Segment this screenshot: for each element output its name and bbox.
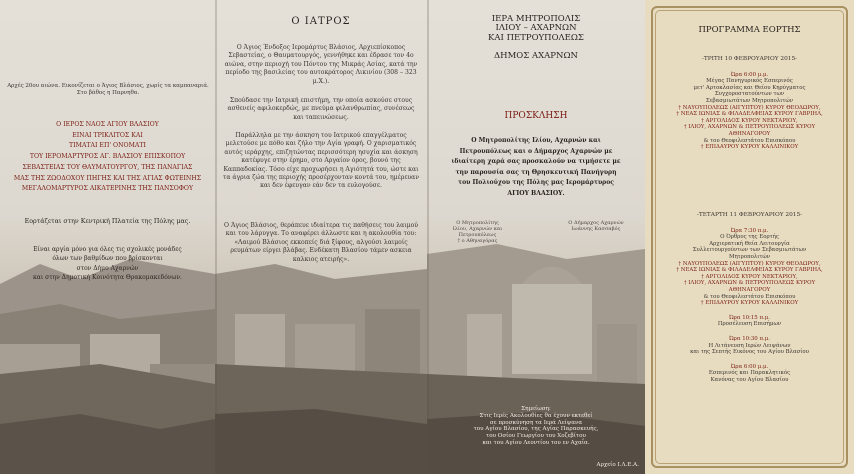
event-line: και της Σεπτής Εικόνος του Αγίου Βλασίου bbox=[690, 349, 809, 356]
section-title: Ο ΙΑΤΡΟΣ bbox=[291, 16, 351, 27]
bishop-line: † ΝΑΥΟΥΠΟΛΕΩΣ (ΑΙΓΥΠΤΟΥ) ΚΥΡΟΥ ΘΕΟΔΩΡΟΥ, bbox=[678, 260, 821, 267]
holiday-line: και στην Δημοτική Κοινότητα Θρακομακεδόνων. bbox=[33, 274, 182, 282]
header-line: ΙΛΙΟΥ – ΑΧΑΡΝΩΝ bbox=[495, 23, 577, 34]
invitation-line: Ο Μητροπολίτης Ιλίου, Αχαρνών και bbox=[471, 137, 601, 144]
church-line: ΜΕΓΑΛΟΜΑΡΤΥΡΟΣ ΑΙΚΑΤΕΡΙΝΗΣ ΤΗΣ ΠΑΝΣΟΦΟΥ bbox=[21, 185, 194, 193]
paragraph: Παράλληλα με την άσκηση του Ιατρικού επαγγέλματος μελετούσε με πόθο και ζήλο την Αγία γραφή. Ο χαρισματικός αυτός ιεράρχης, επιζητώντας περισσότερη ησυχία και άσκηση κατέφυγε στην έρημο, στο Αργαίον όρος, βουνό της Καππαδοκίας. Τόσο είχε προχωρήσει η Αγιότητά του, ώστε και τα άγρια ζώα της περιοχής προσέρχονταν κοντά του, ημέρευαν και δεν έφευγαν εάν δεν τα ευλογούσε. bbox=[223, 132, 419, 190]
program-day-2 bbox=[657, 212, 842, 383]
bishop-line: † ΝΕΑΣ ΙΩΝΙΑΣ & ΦΙΛΑΔΕΛΦΕΙΑΣ ΚΥΡΟΥ ΓΑΒΡΙΗΛ, bbox=[676, 111, 823, 118]
note-line: και του Αγίου Λεοντίου του εν Αχαΐα. bbox=[482, 439, 590, 446]
note-line: Στις Ιερές Ακολουθίες θα έχουν εκτεθεί bbox=[479, 412, 593, 419]
archive-credit: Αρχείο Ι.Λ.Ε.Α. bbox=[596, 462, 639, 468]
note-box bbox=[427, 406, 645, 447]
note-line: σε προσκύνηση τα Ιερά Λείψανα bbox=[489, 419, 583, 426]
invitation-line: Πετρουπόλεως και ο Δήμαρχος Αχαρνών με bbox=[459, 147, 613, 155]
church-line: Ο ΙΕΡΟΣ ΝΑΟΣ ΑΓΙΟΥ ΒΛΑΣΙΟΥ bbox=[56, 121, 159, 128]
church-line: ΤΟΥ ΙΕΡΟΜΑΡΤΥΡΟΣ ΑΓ. ΒΛΑΣΙΟΥ ΕΠΙΣΚΟΠΟΥ bbox=[29, 153, 186, 161]
holiday-line: όλων των βαθμίδων που βρίσκονται bbox=[52, 255, 163, 263]
signature-line: Ιωάννης Κασσαβός bbox=[571, 226, 621, 232]
photo-caption: Αρχές 20ου αιώνα. Εικονίζεται ο Άγιος Βλάσιος, χωρίς τα καμπαναριά. Στο βάθος η Παρνηθα. bbox=[7, 83, 209, 96]
bishop-line: † ΙΛΙΟΥ, ΑΧΑΡΝΩΝ & ΠΕΤΡΟΥΠΟΛΕΩΣ ΚΥΡΟΥ bbox=[683, 124, 816, 131]
event-line: & του Θεοφιλεστάτου Επισκόπου bbox=[703, 137, 796, 144]
metropolis-header bbox=[427, 15, 645, 43]
event-line: Μέγας Πανηγυρικός Εσπερινός bbox=[706, 78, 793, 85]
signature-line: Ο Μητροπολίτης bbox=[456, 220, 499, 226]
invitation-line: ιδιαίτερη χαρά σας προσκαλούν να τιμήσετε με bbox=[451, 158, 621, 166]
panel-program bbox=[645, 0, 854, 474]
signature-line: † ο Αθηναγόρας bbox=[457, 238, 498, 244]
day-heading: -ΤΕΤΑΡΤΗ 11 ΦΕΒΡΟΥΑΡΙΟΥ 2015- bbox=[696, 212, 803, 218]
invitation-line: του Πολιούχου της Πόλης μας Ιερομάρτυρος bbox=[458, 179, 614, 187]
municipality-name: ΔΗΜΟΣ ΑΧΑΡΝΩΝ bbox=[494, 51, 578, 61]
time-label: Ώρα 6:00 μ.μ. bbox=[730, 363, 769, 370]
celebration-text: Εορτάζεται στην Κεντρική Πλατεία της Πόλης μας. bbox=[24, 218, 191, 225]
time-label: Ώρα 10:30 π.μ. bbox=[729, 335, 770, 342]
program-title: ΠΡΟΓΡΑΜΜΑ ΕΟΡΤΗΣ bbox=[698, 25, 801, 35]
signature-line: Ιλίου, Αχαρνών και Πετρουπόλεως bbox=[452, 226, 503, 238]
holiday-line: στον Δήμο Αχαρνών bbox=[76, 264, 139, 272]
bishop-line: ΑΘΗΝΑΓΟΡΟΥ bbox=[728, 286, 771, 293]
event-line: & του Θεοφιλεστάτου Επισκόπου bbox=[703, 293, 796, 300]
header-line: ΚΑΙ ΠΕΤΡΟΥΠΟΛΕΩΣ bbox=[488, 32, 584, 43]
event-line: Συγχοροστατούντων των bbox=[714, 91, 785, 98]
event-line: Αρχιερατική Θεία Λειτουργία bbox=[709, 240, 790, 247]
church-line: ΜΑΣ ΤΗΣ ΖΩΟΔΟΧΟΥ ΠΗΓΗΣ ΚΑΙ ΤΗΣ ΑΓΙΑΣ ΦΩΤΕΙΝΗΣ bbox=[13, 174, 202, 182]
invitation-line: την παρουσία σας τη Θρησκευτική Πανήγυρη bbox=[455, 168, 617, 176]
program-day-1 bbox=[657, 56, 842, 151]
invitation-title: ΠΡΟΣΚΛΗΣΗ bbox=[504, 111, 568, 121]
event-line: Μητροπολιτών bbox=[728, 253, 771, 260]
header-line: ΙΕΡΑ ΜΗΤΡΟΠΟΛΙΣ bbox=[491, 14, 581, 24]
time-label: Ώρα 7:30 π.μ. bbox=[730, 227, 769, 234]
panel-the-physician bbox=[215, 0, 427, 474]
bishop-line: † ΑΡΓΟΛΙΔΟΣ ΚΥΡΟΥ ΝΕΚΤΑΡΙΟΥ, bbox=[701, 117, 798, 124]
saint-name: ΑΓΙΟΥ ΒΛΑΣΙΟΥ. bbox=[507, 189, 565, 197]
time-label: Ώρα 10:15 π.μ. bbox=[729, 314, 770, 321]
event-line: Εσπερινός και Παρακλητικός bbox=[708, 370, 791, 377]
note-title: Σημείωση: bbox=[521, 406, 551, 412]
note-line: του Οσίου Γεωργίου του Χοζεβίτου bbox=[486, 433, 586, 440]
event-line: μετ' Αρτοκλασίας και Θείου Κηρύγματος bbox=[693, 84, 806, 91]
day-heading: -ΤΡΙΤΗ 10 ΦΕΒΡΟΥΑΡΙΟΥ 2015- bbox=[701, 56, 798, 62]
holiday-line: Είναι αργία μόνο για όλες τις σχολικές μονάδες bbox=[33, 246, 182, 253]
event-line: Κανόνας του Αγίου Βλασίου bbox=[710, 376, 789, 383]
bishop-line: † ΑΡΓΟΛΙΔΟΣ ΚΥΡΟΥ ΝΕΚΤΑΡΙΟΥ, bbox=[701, 273, 798, 280]
paragraph: Ο Άγιος Ένδοξος Ιερομάρτυς Βλάσιος, Αρχιεπίσκοπος Σεβαστείας, ο Θαυματουργός, γεννήθηκε και έδρασε τον 4ο αιώνα, στην περιοχή του Πόντου της Μικράς Ασίας, κατά την περίοδο της βασιλείας του αυτοκράτορος Λικινίου (308 – 323 μ.Χ.). bbox=[224, 44, 418, 85]
signature-line: Ο Δήμαρχος Αχαρνών bbox=[568, 220, 624, 226]
signature-metropolitan bbox=[435, 220, 520, 244]
holiday-notice bbox=[2, 245, 213, 283]
signature-mayor bbox=[553, 220, 639, 232]
bishop-line: † ΙΛΙΟΥ, ΑΧΑΡΝΩΝ & ΠΕΤΡΟΥΠΟΛΕΩΣ ΚΥΡΟΥ bbox=[683, 280, 816, 287]
event-line: Ο Όρθρος της Εορτής bbox=[720, 234, 779, 241]
bishop-line: † ΕΠΙΔΑΥΡΟΥ ΚΥΡΟΥ ΚΑΛΛΙΝΙΚΟΥ bbox=[700, 144, 799, 151]
time-label: Ώρα 6:00 μ.μ. bbox=[730, 71, 769, 78]
event-line: Σεβασμιωτάτων Μητροπολιτών bbox=[705, 97, 794, 104]
bishop-line: † ΝΕΑΣ ΙΩΝΙΑΣ & ΦΙΛΑΔΕΛΦΕΙΑΣ ΚΥΡΟΥ ΓΑΒΡΙΗΛ, bbox=[676, 267, 823, 274]
panel-church-info bbox=[0, 0, 215, 474]
bishop-line: ΑΘΗΝΑΓΟΡΟΥ bbox=[728, 130, 771, 137]
church-line: ΤΙΜΑΤΑΙ ΕΠ' ΟΝΟΜΑΤΙ bbox=[69, 142, 146, 150]
panel-invitation bbox=[427, 0, 645, 474]
event-line: Συλλειτουργούντων των Σεβασμιωτάτων bbox=[692, 247, 807, 254]
event-line: Προσέλευση Επισήμων bbox=[717, 321, 782, 328]
paragraph: Ο Άγιος Βλάσιος, θεράπευε ιδιαίτερα τις παθήσεις του λαιμού και του λάρυγγα. Το αναφέρει άλλωστε και η ακολουθία του: «Λαιμού Βλάσιος εκκοπείς διά ξίφους, αλγούσι λαιμοίς ρευμάτων είργει βλάβας. Ενδέκατη Βλασίου τάμεν ασκεια καλκιος ατειρής». bbox=[224, 222, 418, 263]
event-line: Η Λιτάνευση Ιερών Λειψάνων bbox=[708, 342, 791, 349]
church-line: ΣΕΒΑΣΤΕΙΑΣ ΤΟΥ ΘΑΥΜΑΤΟΥΡΓΟΥ, ΤΗΣ ΠΑΝΑΓΙΑΣ bbox=[22, 163, 193, 171]
church-description bbox=[2, 120, 213, 195]
note-line: του Αγίου Βλασίου, της Αγίας Παρασκευής, bbox=[473, 426, 599, 433]
bishop-line: † ΝΑΥΟΥΠΟΛΕΩΣ (ΑΙΓΥΠΤΟΥ) ΚΥΡΟΥ ΘΕΟΔΩΡΟΥ, bbox=[678, 104, 821, 111]
church-line: ΕΙΝΑΙ ΤΡΙΚΛΙΤΟΣ ΚΑΙ bbox=[72, 131, 143, 139]
invitation-body bbox=[431, 136, 641, 200]
bishop-line: † ΕΠΙΔΑΥΡΟΥ ΚΥΡΟΥ ΚΑΛΛΙΝΙΚΟΥ bbox=[700, 300, 799, 307]
paragraph: Σπούδασε την Ιατρική επιστήμη, την οποία ασκούσε στους ασθενείς αφιλοκερδώς, με πνεύμα φιλανθρωπίας, συνέσεως και ταπεινώσεως. bbox=[227, 97, 415, 121]
